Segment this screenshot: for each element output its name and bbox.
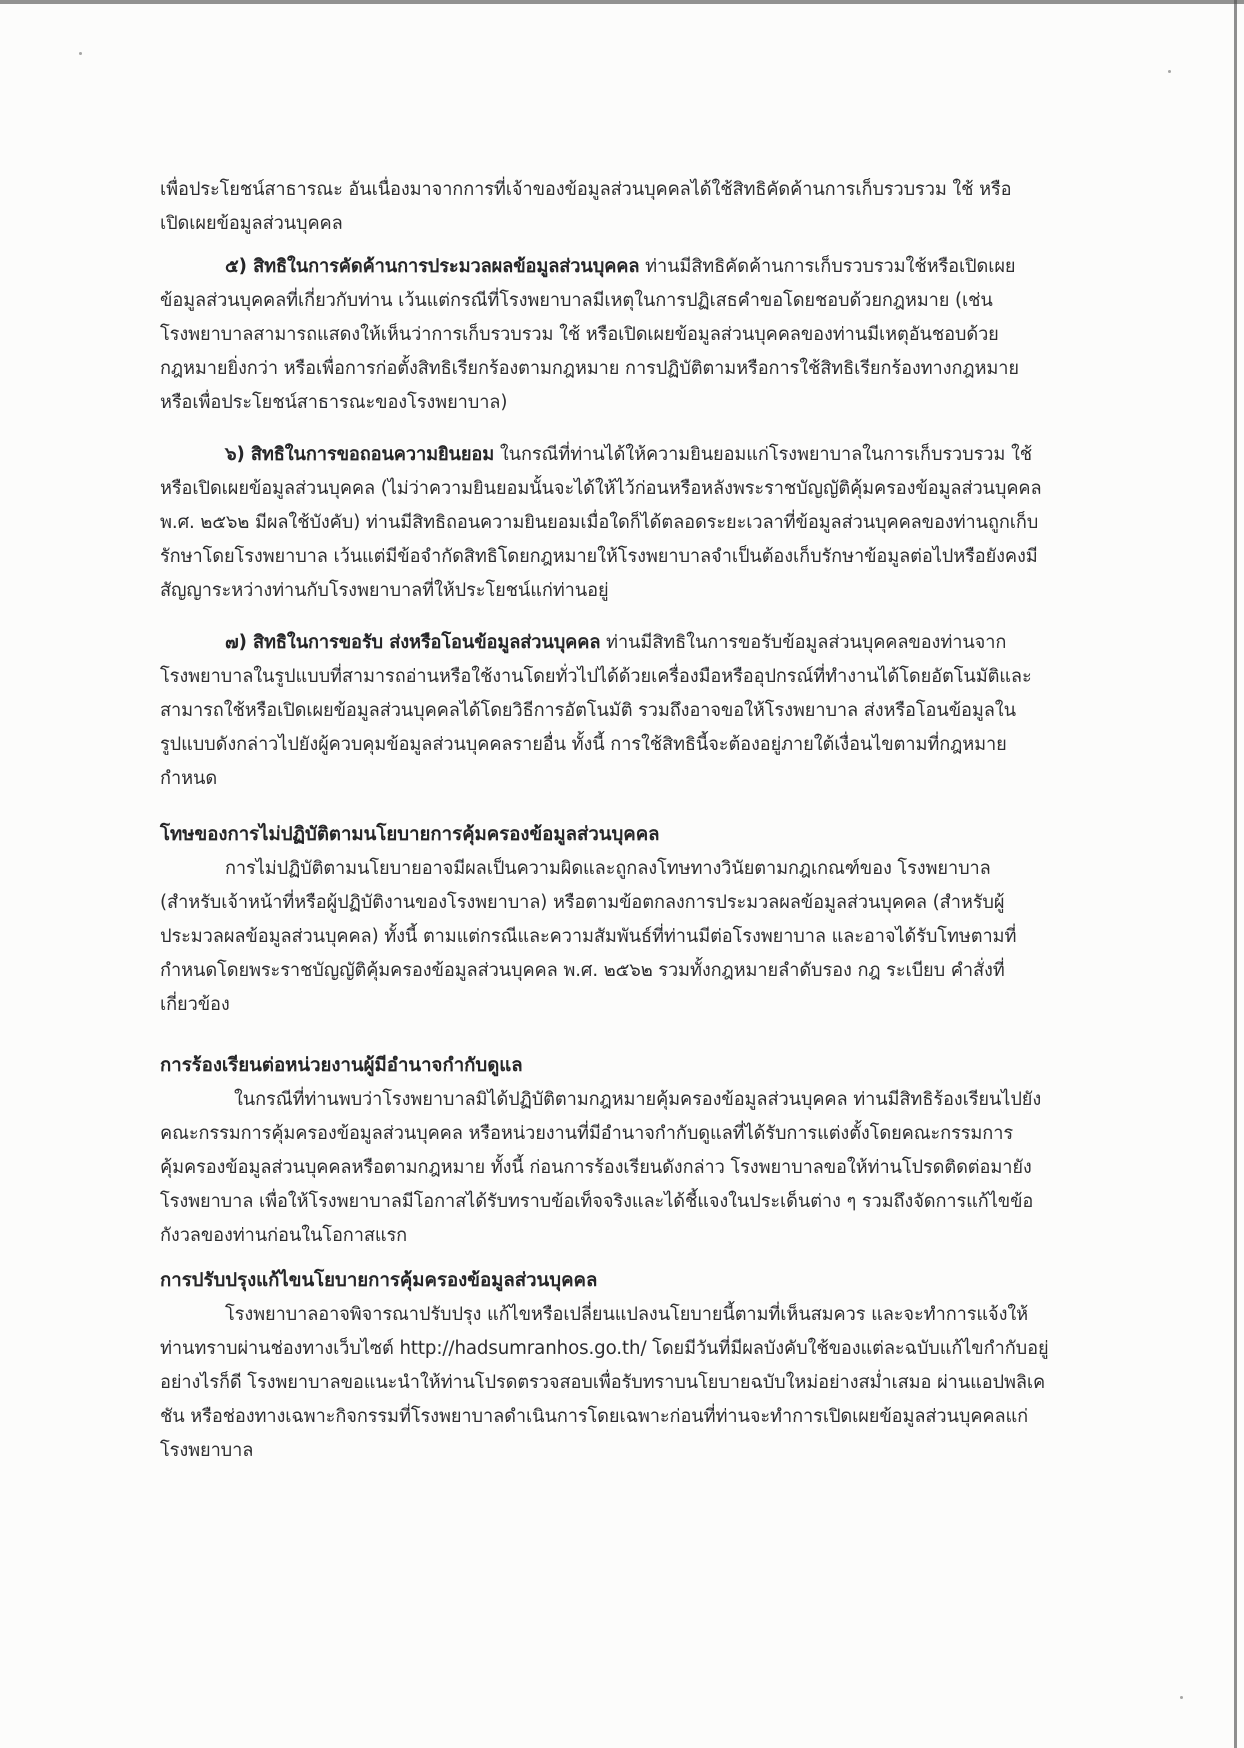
scan-speck bbox=[1180, 1696, 1183, 1699]
text-line: ชัน หรือช่องทางเฉพาะกิจกรรมที่โรงพยาบาลดำเนินการโดยเฉพาะก่อนที่ท่านจะทำการเปิดเผยข้อมูลส่วนบุคคลแก่ bbox=[160, 1406, 1029, 1427]
text-line: รูปแบบดังกล่าวไปยังผู้ควบคุมข้อมูลส่วนบุคคลรายอื่น ทั้งนี้ การใช้สิทธินี้จะต้องอยู่ภายใต้เงื่อนไขตามที่กฎหมาย bbox=[160, 734, 1007, 755]
text-line: กำหนดโดยพระราชบัญญัติคุ้มครองข้อมูลส่วนบุคคล พ.ศ. ๒๕๖๒ รวมทั้งกฎหมายลำดับรอง กฎ ระเบียบ คำสั่งที่ bbox=[160, 960, 1005, 981]
right-7-paragraph bbox=[160, 626, 1032, 796]
text-line: สัญญาระหว่างท่านกับโรงพยาบาลที่ให้ประโยชน์แก่ท่านอยู่ bbox=[160, 580, 609, 601]
section-heading: การร้องเรียนต่อหน่วยงานผู้มีอำนาจกำกับดูแล bbox=[160, 1055, 523, 1076]
text-line: พ.ศ. ๒๕๖๒ มีผลใช้บังคับ) ท่านมีสิทธิถอนความยินยอมเมื่อใดก็ได้ตลอดระยะเวลาที่ข้อมูลส่วนบุคคลของท่านถูกเก็บ bbox=[160, 512, 1039, 533]
text-line: กำหนด bbox=[160, 768, 218, 789]
right-5-label: ๕) สิทธิในการคัดค้านการประมวลผลข้อมูลส่วนบุคคล bbox=[225, 256, 640, 277]
text-line: ในกรณีที่ท่านได้ให้ความยินยอมแก่โรงพยาบาลในการเก็บรวบรวม ใช้ bbox=[494, 444, 1032, 465]
revision-section bbox=[160, 1264, 1049, 1468]
text-line: หรือเพื่อประโยชน์สาธารณะของโรงพยาบาล) bbox=[160, 392, 508, 413]
right-6-label: ๖) สิทธิในการขอถอนความยินยอม bbox=[225, 444, 495, 465]
text-line: รักษาโดยโรงพยาบาล เว้นแต่มีข้อจำกัดสิทธิโดยกฎหมายให้โรงพยาบาลจำเป็นต้องเก็บรักษาข้อมูลต่อไปหรือยังคงมี bbox=[160, 546, 1038, 567]
text-line: เปิดเผยข้อมูลส่วนบุคคล bbox=[160, 213, 343, 234]
text-line: ท่านมีสิทธิคัดค้านการเก็บรวบรวมใช้หรือเปิดเผย bbox=[639, 256, 1016, 277]
text-line: คณะกรรมการคุ้มครองข้อมูลส่วนบุคคล หรือหน่วยงานที่มีอำนาจกำกับดูแลที่ได้รับการแต่งตั้งโดยคณะกรรมการ bbox=[160, 1123, 1013, 1144]
section-heading: โทษของการไม่ปฏิบัติตามนโยบายการคุ้มครองข้อมูลส่วนบุคคล bbox=[160, 824, 660, 845]
text-line: ในกรณีที่ท่านพบว่าโรงพยาบาลมิได้ปฏิบัติตามกฎหมายคุ้มครองข้อมูลส่วนบุคคล ท่านมีสิทธิร้องเรียนไปยัง bbox=[234, 1089, 1042, 1110]
scan-edge-right bbox=[1234, 0, 1237, 1748]
text-line: เพื่อประโยชน์สาธารณะ อันเนื่องมาจากการที่เจ้าของข้อมูลส่วนบุคคลได้ใช้สิทธิคัดค้านการเก็บรวบรวม ใช้ หรือ bbox=[160, 179, 1012, 200]
text-line: ข้อมูลส่วนบุคคลที่เกี่ยวกับท่าน เว้นแต่กรณีที่โรงพยาบาลมีเหตุในการปฏิเสธคำขอโดยชอบด้วยกฎหมาย (เช่น bbox=[160, 290, 993, 311]
text-line: เกี่ยวข้อง bbox=[160, 994, 230, 1015]
penalty-section bbox=[160, 818, 1016, 1022]
scan-speck bbox=[1168, 70, 1171, 73]
right-6-paragraph bbox=[160, 438, 1042, 608]
scan-edge-top bbox=[0, 0, 1244, 4]
right-7-label: ๗) สิทธิในการขอรับ ส่งหรือโอนข้อมูลส่วนบุคคล bbox=[225, 632, 601, 653]
text-line: โรงพยาบาลอาจพิจารณาปรับปรุง แก้ไขหรือเปลี่ยนแปลงนโยบายนี้ตามที่เห็นสมควร และจะทำการแจ้งให้ bbox=[225, 1304, 1029, 1325]
complaint-section bbox=[160, 1049, 1041, 1253]
text-line: หรือเปิดเผยข้อมูลส่วนบุคคล (ไม่ว่าความยินยอมนั้นจะได้ให้ไว้ก่อนหรือหลังพระราชบัญญัติคุ้มครองข้อมูลส่วนบุคคล bbox=[160, 478, 1042, 499]
text-line: โรงพยาบาลในรูปแบบที่สามารถอ่านหรือใช้งานโดยทั่วไปได้ด้วยเครื่องมือหรืออุปกรณ์ที่ทำงานได้โดยอัตโนมัติและ bbox=[160, 666, 1032, 687]
text-line: คุ้มครองข้อมูลส่วนบุคคลหรือตามกฎหมาย ทั้งนี้ ก่อนการร้องเรียนดังกล่าว โรงพยาบาลขอให้ท่านโปรดติดต่อมายัง bbox=[160, 1157, 1032, 1178]
text-line: การไม่ปฏิบัติตามนโยบายอาจมีผลเป็นความผิดและถูกลงโทษทางวินัยตามกฎเกณฑ์ของ โรงพยาบาล bbox=[225, 858, 991, 879]
text-line: สามารถใช้หรือเปิดเผยข้อมูลส่วนบุคคลได้โดยวิธีการอัตโนมัติ รวมถึงอาจขอให้โรงพยาบาล ส่งหรือโอนข้อมูลใน bbox=[160, 700, 1016, 721]
text-line: โรงพยาบาลสามารถแสดงให้เห็นว่าการเก็บรวบรวม ใช้ หรือเปิดเผยข้อมูลส่วนบุคคลของท่านมีเหตุอันชอบด้วย bbox=[160, 324, 999, 345]
right-5-paragraph bbox=[160, 250, 1019, 420]
text-line: อย่างไรก็ดี โรงพยาบาลขอแนะนำให้ท่านโปรดตรวจสอบเพื่อรับทราบนโยบายฉบับใหม่อย่างสม่ำเสมอ ผ่านแอปพลิเค bbox=[160, 1372, 1046, 1393]
text-line: กฎหมายยิ่งกว่า หรือเพื่อการก่อตั้งสิทธิเรียกร้องตามกฎหมาย การปฏิบัติตามหรือการใช้สิทธิเรียกร้องทางกฎหมาย bbox=[160, 358, 1019, 379]
section-heading: การปรับปรุงแก้ไขนโยบายการคุ้มครองข้อมูลส่วนบุคคล bbox=[160, 1270, 598, 1291]
intro-paragraph bbox=[160, 173, 1011, 241]
text-line: ประมวลผลข้อมูลส่วนบุคคล) ทั้งนี้ ตามแต่กรณีและความสัมพันธ์ที่ท่านมีต่อโรงพยาบาล และอาจได้รับโทษตามที่ bbox=[160, 926, 1017, 947]
text-line: โรงพยาบาล bbox=[160, 1440, 254, 1461]
text-line: ท่านมีสิทธิในการขอรับข้อมูลส่วนบุคคลของท่านจาก bbox=[600, 632, 1007, 653]
scan-speck bbox=[79, 52, 82, 55]
text-line: ท่านทราบผ่านช่องทางเว็บไซต์ http://hadsumranhos.go.th/ โดยมีวันที่มีผลบังคับใช้ของแต่ละฉบับแก้ไขกำกับอยู่ bbox=[160, 1338, 1049, 1359]
text-line: กังวลของท่านก่อนในโอกาสแรก bbox=[160, 1225, 408, 1246]
text-line: (สำหรับเจ้าหน้าที่หรือผู้ปฏิบัติงานของโรงพยาบาล) หรือตามข้อตกลงการประมวลผลข้อมูลส่วนบุคคล (สำหรับผู้ bbox=[160, 892, 1005, 913]
text-line: โรงพยาบาล เพื่อให้โรงพยาบาลมีโอกาสได้รับทราบข้อเท็จจริงและได้ชี้แจงในประเด็นต่าง ๆ รวมถึงจัดการแก้ไขข้อ bbox=[160, 1191, 1034, 1212]
